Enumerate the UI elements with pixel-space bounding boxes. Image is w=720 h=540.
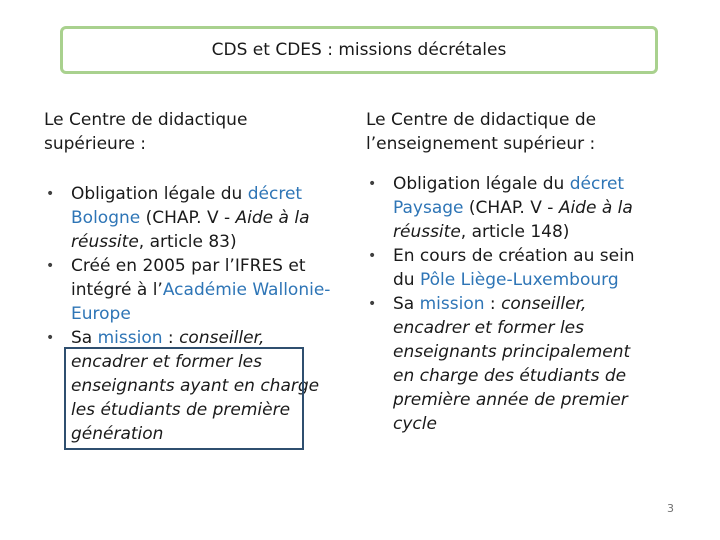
right-bullet-list: [366, 172, 638, 436]
right-b1-article: , article 148): [460, 222, 570, 242]
left-bullet-bologne: [44, 182, 334, 254]
right-b2-text: En cours de création au sein du: [393, 246, 635, 290]
left-bullet-created: [44, 254, 334, 326]
left-b1-aide: Aide à la réussite: [71, 208, 310, 252]
academie-wallonie-europe-link: Académie Wallonie-Europe: [71, 280, 331, 324]
right-intro: Le Centre de didactique de l’enseignement supérieur :: [366, 110, 597, 154]
right-column: [366, 108, 638, 436]
page-number: 3: [667, 502, 674, 515]
left-mission-text: conseiller, encadrer et former les enseignants ayant en charge les étudiants de première génération: [71, 328, 320, 444]
left-intro: Le Centre de didactique supérieure :: [44, 110, 248, 154]
right-mission-text: conseiller, encadrer et former les enseignants principalement en charge des étudiants de première année de premier cycle: [393, 294, 631, 434]
left-mission-link: mission: [97, 328, 163, 348]
left-bullet-mission: [44, 326, 334, 446]
pole-liege-luxembourg-link: Pôle Liège-Luxembourg: [419, 270, 619, 290]
right-b3-sa: Sa: [393, 294, 420, 314]
right-bullet-paysage: [366, 172, 638, 244]
slide-title-box: [60, 26, 658, 74]
right-bullet-creation: [366, 244, 638, 292]
right-b3-colon: :: [484, 294, 502, 314]
left-b3-colon: :: [162, 328, 180, 348]
left-bullet-list: [44, 182, 334, 446]
decret-bologne-link: décret Bologne: [71, 184, 303, 228]
left-b1-text: Obligation légale du: [71, 184, 248, 204]
left-b1-chap: (CHAP. V -: [140, 208, 236, 228]
slide-title: CDS et CDES : missions décrétales: [211, 40, 507, 60]
left-b1-article: , article 83): [138, 232, 237, 252]
right-b1-aide: Aide à la réussite: [393, 198, 633, 242]
left-b2-text: Créé en 2005 par l’IFRES et intégré à l’: [71, 256, 306, 300]
right-b1-chap: (CHAP. V -: [463, 198, 559, 218]
left-b3-sa: Sa: [71, 328, 98, 348]
right-bullet-mission: [366, 292, 638, 436]
right-b1-text: Obligation légale du: [393, 174, 570, 194]
left-column: [44, 108, 334, 446]
right-mission-link: mission: [419, 294, 485, 314]
decret-paysage-link: décret Paysage: [393, 174, 625, 218]
